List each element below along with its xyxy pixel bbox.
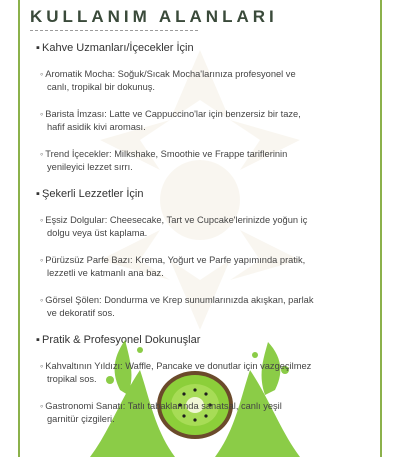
- section-heading: ▪ Pratik & Profesyonel Dokunuşlar: [36, 334, 201, 346]
- bullet-icon: ◦: [40, 295, 44, 305]
- list-item: ◦ Aromatik Mocha: Soğuk/Sıcak Mocha'larınıza profesyonel ve canlı, tropikal bir dokunuş.: [40, 69, 296, 92]
- bullet-icon: ◦: [40, 215, 44, 225]
- bullet-icon: ◦: [40, 401, 44, 411]
- bullet-icon: ◦: [40, 255, 44, 265]
- kiwi-splash-illustration-icon: [80, 330, 310, 457]
- list-item: ◦ Pürüzsüz Parfe Bazı: Krema, Yoğurt ve Parfe yapımında pratik, lezzetli ve katmanlı ana baz.: [40, 255, 306, 278]
- title-divider: [30, 30, 198, 31]
- list-item: ◦ Trend İçecekler: Milkshake, Smoothie ve Frappe tariflerinin yenileyici lezzet sırrı.: [40, 149, 288, 172]
- bullet-icon: ◦: [40, 361, 44, 371]
- list-item: ◦ Barista İmzası: Latte ve Cappuccino'lar için benzersiz bir taze, hafif asidik kivi aroması.: [40, 109, 301, 132]
- bullet-icon: ◦: [40, 149, 44, 159]
- section-heading: ▪ Kahve Uzmanları/İçecekler İçin: [36, 42, 194, 54]
- list-item: ◦ Kahvaltının Yıldızı: Waffle, Pancake ve donutlar için vazgeçilmez tropikal sos.: [40, 361, 312, 384]
- bullet-icon: ▪: [36, 188, 40, 200]
- page-title: KULLANIM ALANLARI: [30, 7, 278, 26]
- list-item: ◦ Gastronomi Sanatı: Tatlı tabaklarında sanatsal, canlı yeşil garnitür çizgileri.: [40, 401, 282, 424]
- section-heading: ▪ Şekerli Lezzetler İçin: [36, 188, 144, 200]
- list-item: ◦ Görsel Şölen: Dondurma ve Krep sunumlarınızda akışkan, parlak ve dekoratif sos.: [40, 295, 314, 318]
- bullet-icon: ▪: [36, 334, 40, 346]
- list-item: ◦ Eşsiz Dolgular: Cheesecake, Tart ve Cupcake'lerinizde yoğun iç dolgu veya üst kaplama.: [40, 215, 308, 238]
- bullet-icon: ▪: [36, 42, 40, 54]
- bullet-icon: ◦: [40, 109, 44, 119]
- bullet-icon: ◦: [40, 69, 44, 79]
